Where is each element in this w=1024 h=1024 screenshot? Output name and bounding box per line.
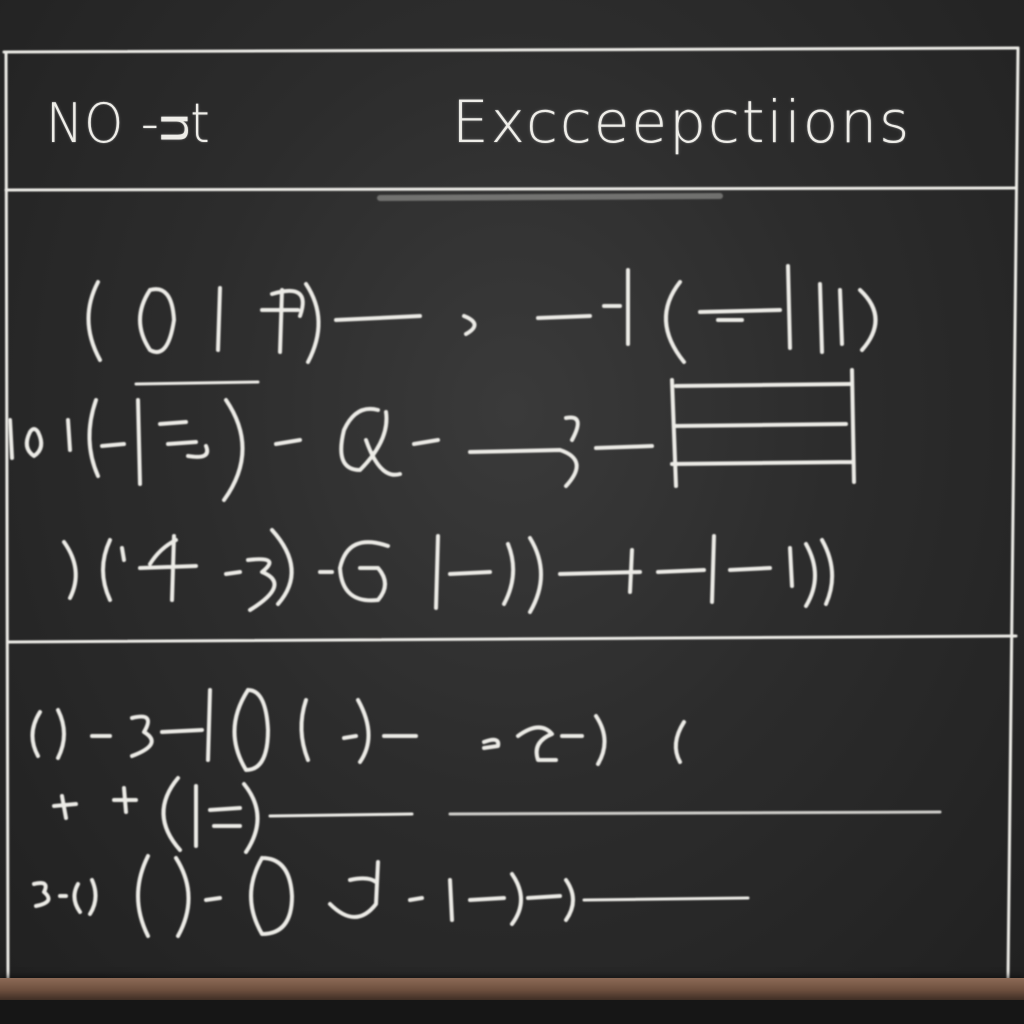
chalk-ledge xyxy=(0,978,1024,1000)
board-base xyxy=(0,1000,1024,1024)
header-right-label: Excceepctiions xyxy=(452,88,912,156)
formula-row-1 xyxy=(88,266,875,362)
formula-row-4 xyxy=(32,690,684,770)
header-left-label: NO -ᴝt xyxy=(46,92,211,155)
table-frame xyxy=(4,48,1018,980)
formula-row-3 xyxy=(64,530,832,612)
formula-row-2 xyxy=(10,370,854,500)
formula-row-5 xyxy=(54,778,940,852)
formula-row-6 xyxy=(34,856,748,936)
